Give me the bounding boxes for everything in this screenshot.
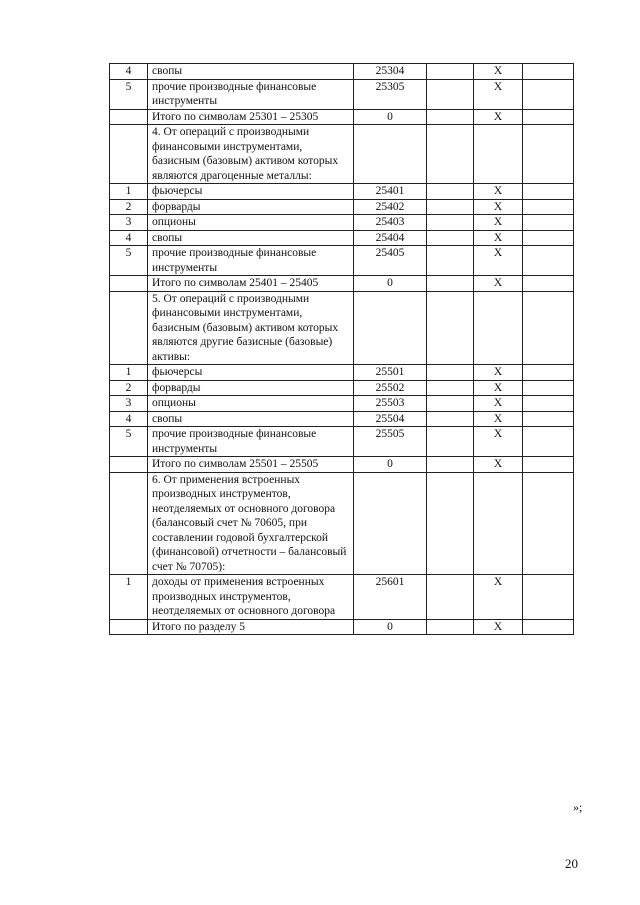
row-number: 1: [110, 575, 148, 620]
closing-quote: »;: [573, 800, 583, 814]
row-number: 5: [110, 427, 148, 457]
row-empty-cell: [523, 230, 574, 246]
row-symbol: 25401: [354, 184, 427, 200]
row-x-mark: Х: [474, 230, 523, 246]
table-row: [110, 125, 574, 184]
table-row: [110, 575, 574, 620]
row-name: 4. От операций с производными финансовыми инструментами, базисным (базовым) активом которых являются драгоценные металлы:: [148, 125, 354, 184]
row-symbol: 0: [354, 276, 427, 292]
row-symbol: 0: [354, 109, 427, 125]
table-row: [110, 276, 574, 292]
row-number: 2: [110, 380, 148, 396]
row-name: доходы от применения встроенных производных инструментов, неотделяемых от основного договора: [148, 575, 354, 620]
row-empty-cell: [427, 427, 474, 457]
row-empty-cell: [523, 396, 574, 412]
row-name: прочие производные финансовые инструменты: [148, 246, 354, 276]
row-name: 5. От операций с производными финансовыми инструментами, базисным (базовым) активом которых являются другие базисные (базовые) активы:: [148, 291, 354, 365]
table-row: [110, 184, 574, 200]
table-row: [110, 396, 574, 412]
row-symbol: [354, 472, 427, 575]
table-row: [110, 472, 574, 575]
row-name: опционы: [148, 215, 354, 231]
row-empty-cell: [427, 575, 474, 620]
row-empty-cell: [427, 109, 474, 125]
row-x-mark: Х: [474, 199, 523, 215]
row-number: 2: [110, 199, 148, 215]
row-empty-cell: [427, 184, 474, 200]
table-row: [110, 427, 574, 457]
row-empty-cell: [523, 619, 574, 635]
row-symbol: [354, 291, 427, 365]
row-empty-cell: [523, 199, 574, 215]
row-name: прочие производные финансовые инструменты: [148, 427, 354, 457]
row-name: фьючерсы: [148, 365, 354, 381]
row-empty-cell: [427, 380, 474, 396]
row-x-mark: [474, 125, 523, 184]
row-x-mark: Х: [474, 246, 523, 276]
row-x-mark: Х: [474, 619, 523, 635]
row-number: 4: [110, 411, 148, 427]
row-name: свопы: [148, 411, 354, 427]
row-empty-cell: [523, 79, 574, 109]
row-number: 1: [110, 184, 148, 200]
row-symbol: 0: [354, 457, 427, 473]
row-name: фьючерсы: [148, 184, 354, 200]
row-empty-cell: [427, 411, 474, 427]
row-x-mark: Х: [474, 365, 523, 381]
row-x-mark: Х: [474, 427, 523, 457]
row-empty-cell: [523, 109, 574, 125]
row-number: [110, 472, 148, 575]
row-empty-cell: [523, 184, 574, 200]
row-empty-cell: [523, 64, 574, 80]
row-empty-cell: [523, 575, 574, 620]
row-empty-cell: [427, 619, 474, 635]
table-row: [110, 457, 574, 473]
row-name: форварды: [148, 380, 354, 396]
row-x-mark: Х: [474, 184, 523, 200]
row-empty-cell: [427, 276, 474, 292]
derivatives-income-table: [109, 63, 574, 635]
row-symbol: 25404: [354, 230, 427, 246]
row-name: Итого по символам 25401 – 25405: [148, 276, 354, 292]
table-row: [110, 109, 574, 125]
row-empty-cell: [523, 276, 574, 292]
row-number: [110, 619, 148, 635]
row-number: [110, 125, 148, 184]
row-x-mark: Х: [474, 380, 523, 396]
table-row: [110, 215, 574, 231]
row-symbol: 25403: [354, 215, 427, 231]
row-symbol: 25504: [354, 411, 427, 427]
row-empty-cell: [427, 125, 474, 184]
table-row: [110, 79, 574, 109]
row-symbol: 25305: [354, 79, 427, 109]
row-number: [110, 457, 148, 473]
row-name: опционы: [148, 396, 354, 412]
row-number: 3: [110, 396, 148, 412]
row-number: [110, 109, 148, 125]
row-name: Итого по разделу 5: [148, 619, 354, 635]
table-row: [110, 619, 574, 635]
table-row: [110, 230, 574, 246]
row-name: свопы: [148, 64, 354, 80]
row-number: 3: [110, 215, 148, 231]
row-empty-cell: [427, 365, 474, 381]
row-empty-cell: [427, 199, 474, 215]
row-empty-cell: [427, 64, 474, 80]
row-empty-cell: [427, 291, 474, 365]
row-x-mark: Х: [474, 64, 523, 80]
page-number: 20: [565, 856, 578, 871]
row-x-mark: Х: [474, 411, 523, 427]
row-x-mark: Х: [474, 109, 523, 125]
row-name: прочие производные финансовые инструменты: [148, 79, 354, 109]
table-body: [110, 64, 574, 635]
row-empty-cell: [523, 427, 574, 457]
row-empty-cell: [427, 472, 474, 575]
row-name: форварды: [148, 199, 354, 215]
row-symbol: 0: [354, 619, 427, 635]
row-name: Итого по символам 25501 – 25505: [148, 457, 354, 473]
row-empty-cell: [427, 457, 474, 473]
table-row: [110, 291, 574, 365]
row-x-mark: Х: [474, 457, 523, 473]
row-symbol: 25304: [354, 64, 427, 80]
row-empty-cell: [523, 291, 574, 365]
row-symbol: 25402: [354, 199, 427, 215]
row-empty-cell: [523, 411, 574, 427]
row-symbol: 25501: [354, 365, 427, 381]
row-x-mark: Х: [474, 79, 523, 109]
row-empty-cell: [427, 79, 474, 109]
row-empty-cell: [427, 396, 474, 412]
table-row: [110, 64, 574, 80]
row-empty-cell: [523, 472, 574, 575]
row-x-mark: Х: [474, 575, 523, 620]
row-number: 1: [110, 365, 148, 381]
row-number: [110, 276, 148, 292]
row-x-mark: Х: [474, 276, 523, 292]
row-symbol: 25405: [354, 246, 427, 276]
row-empty-cell: [523, 380, 574, 396]
row-number: 4: [110, 230, 148, 246]
row-name: Итого по символам 25301 – 25305: [148, 109, 354, 125]
table-row: [110, 246, 574, 276]
table-row: [110, 365, 574, 381]
row-x-mark: Х: [474, 396, 523, 412]
row-symbol: 25502: [354, 380, 427, 396]
row-symbol: 25503: [354, 396, 427, 412]
row-symbol: [354, 125, 427, 184]
row-symbol: 25505: [354, 427, 427, 457]
row-symbol: 25601: [354, 575, 427, 620]
row-empty-cell: [523, 125, 574, 184]
row-x-mark: [474, 472, 523, 575]
table-row: [110, 199, 574, 215]
row-empty-cell: [427, 230, 474, 246]
row-number: 5: [110, 246, 148, 276]
row-empty-cell: [427, 215, 474, 231]
row-empty-cell: [523, 457, 574, 473]
row-empty-cell: [523, 365, 574, 381]
row-number: 5: [110, 79, 148, 109]
table-row: [110, 411, 574, 427]
row-number: 4: [110, 64, 148, 80]
row-name: 6. От применения встроенных производных инструментов, неотделяемых от основного договора (балансовый счет № 70605, при составлении годовой бухгалтерской (финансовой) отчетности – балансовый счет № 70705):: [148, 472, 354, 575]
row-x-mark: Х: [474, 215, 523, 231]
row-x-mark: [474, 291, 523, 365]
row-empty-cell: [427, 246, 474, 276]
row-empty-cell: [523, 215, 574, 231]
row-name: свопы: [148, 230, 354, 246]
row-empty-cell: [523, 246, 574, 276]
table-row: [110, 380, 574, 396]
row-number: [110, 291, 148, 365]
